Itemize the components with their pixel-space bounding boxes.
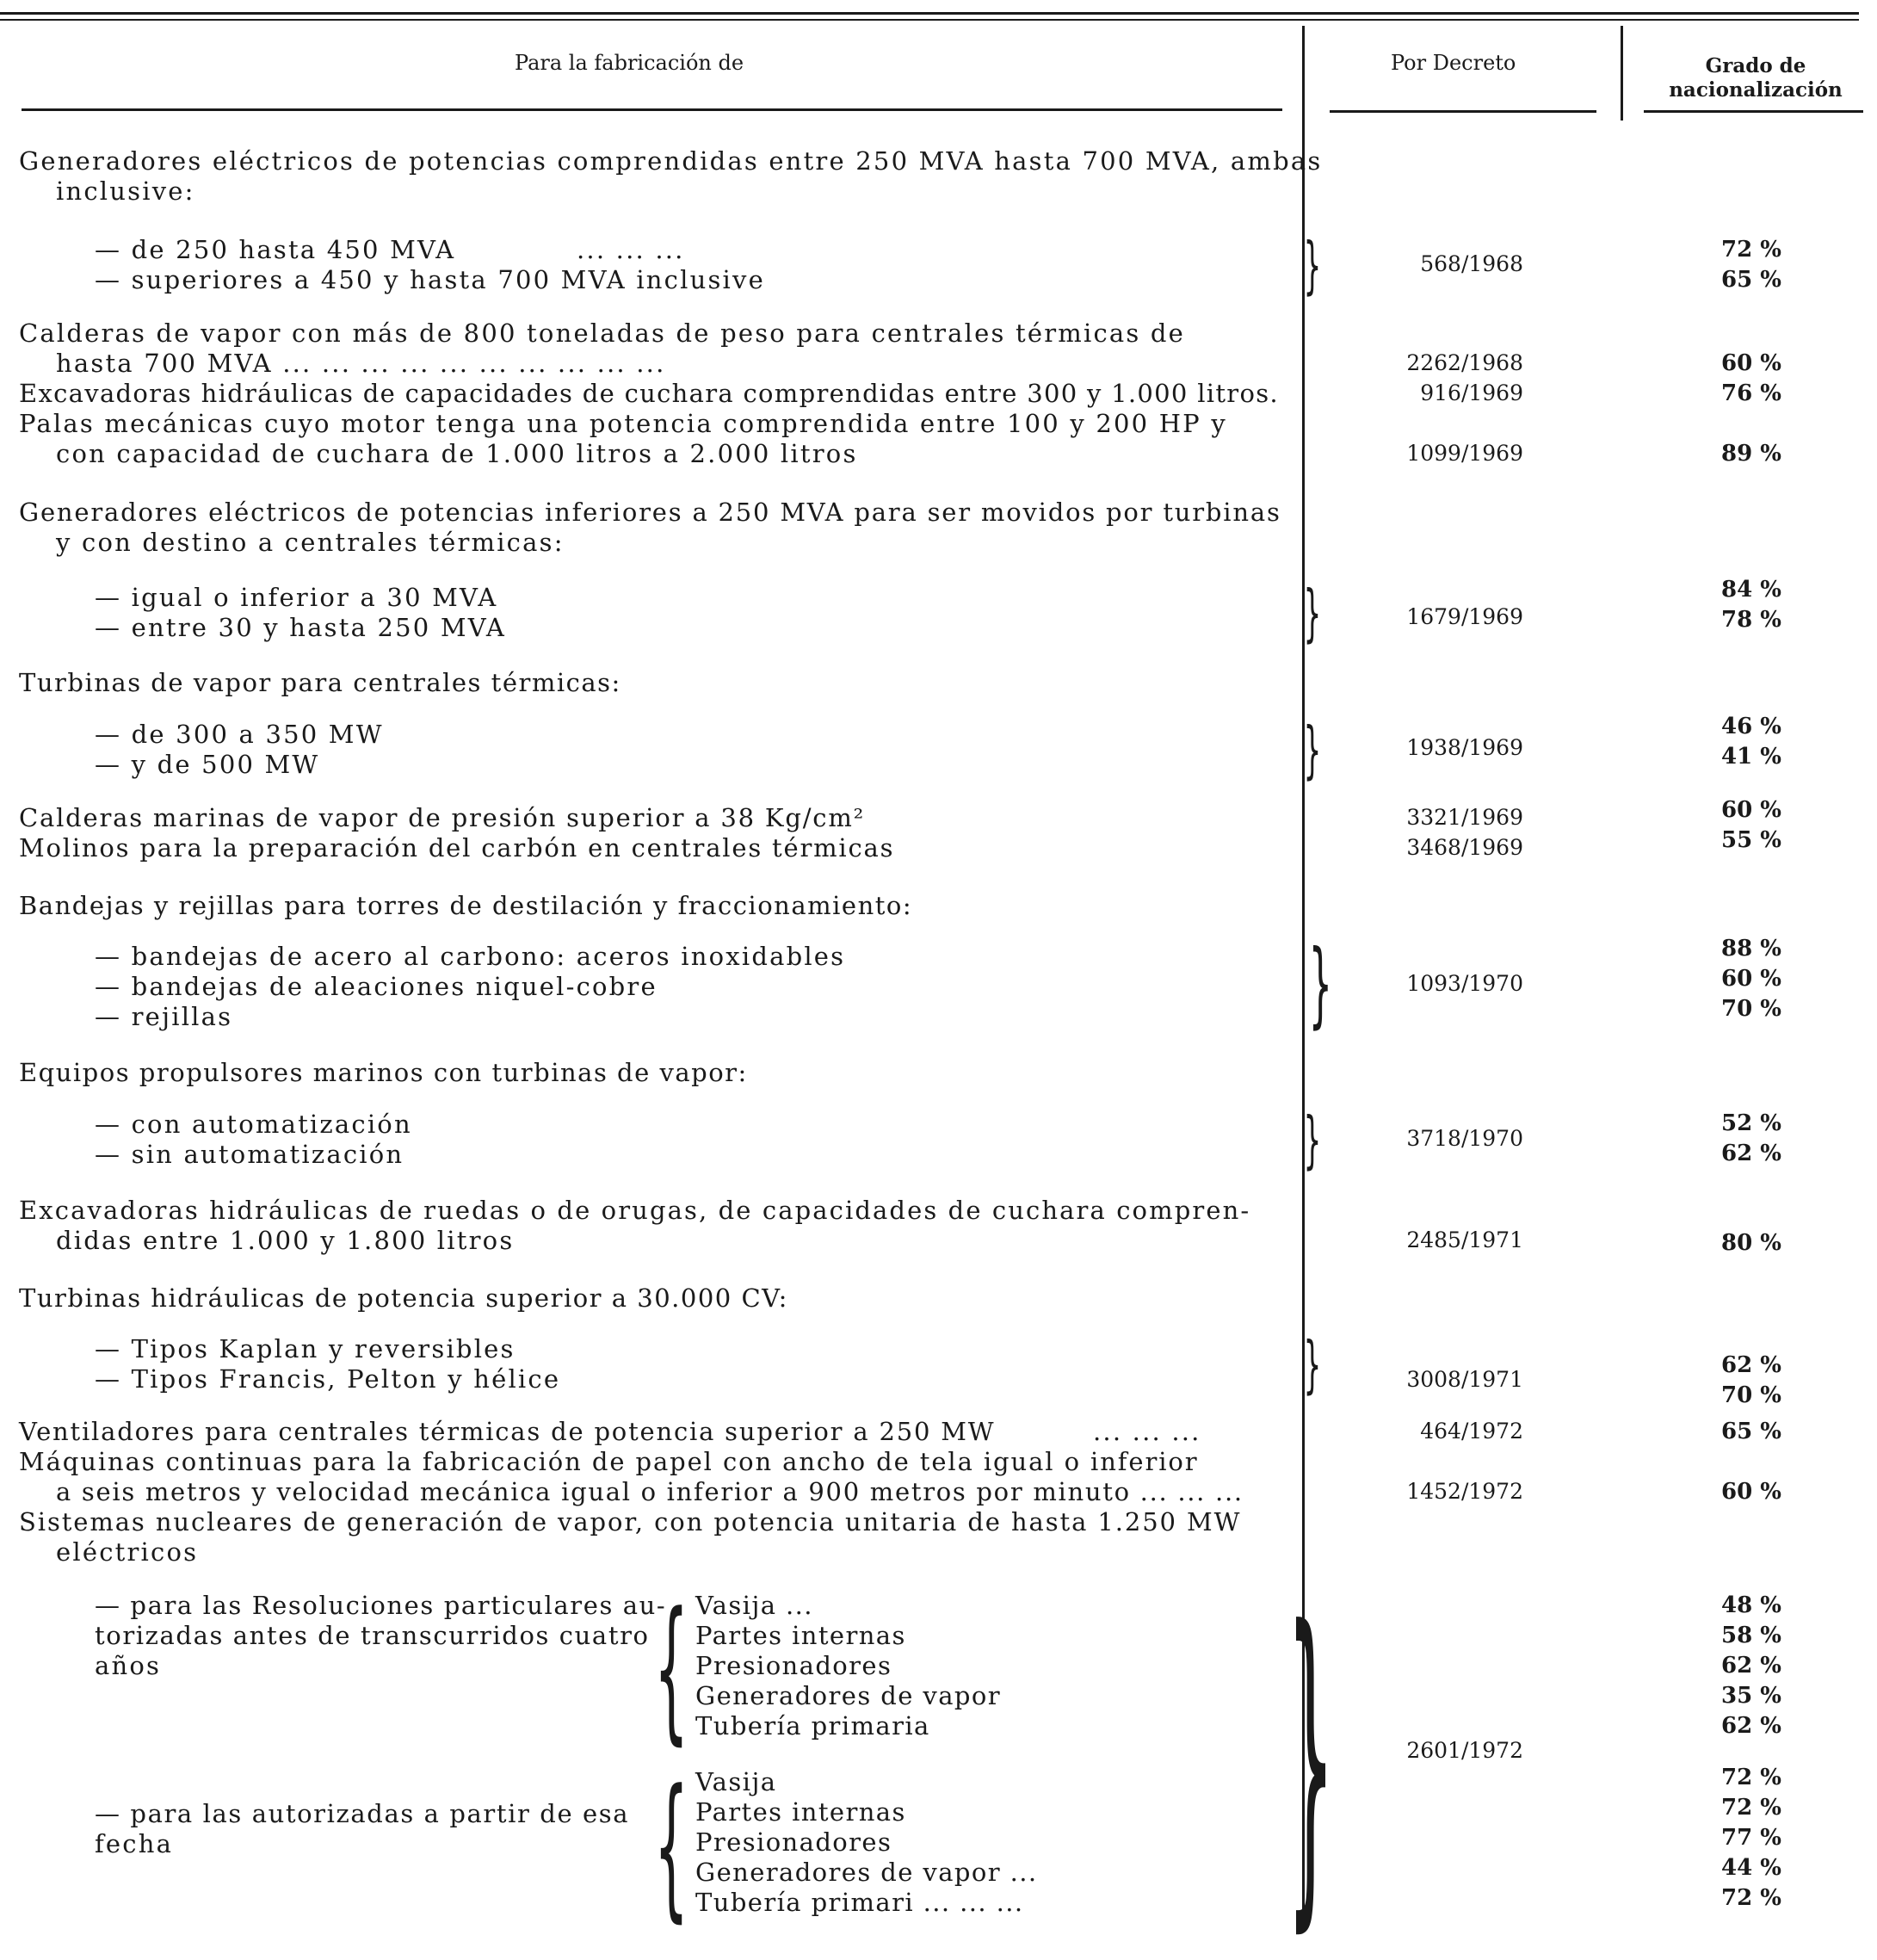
entry-line: didas entre 1.000 y 1.800 litros	[56, 1226, 515, 1255]
column-divider-2	[1621, 26, 1623, 121]
grade-value: 84 %	[1721, 577, 1781, 603]
grade-value: 72 %	[1721, 1765, 1781, 1790]
nuclear-group-1-line: — para las Resoluciones particulares au-	[95, 1591, 667, 1620]
entry-coal-mills: Molinos para la preparación del carbón en centrales térmicas	[19, 833, 895, 863]
header-col-product: Para la fabricación de	[515, 51, 744, 75]
brace-icon: }	[1303, 1328, 1322, 1400]
top-rule-thin	[0, 19, 1859, 21]
nuclear-group-1-line: años	[95, 1651, 162, 1680]
leader-dots: ... ... ...	[577, 235, 685, 264]
top-rule	[0, 12, 1859, 15]
grade-value: 62 %	[1721, 1713, 1781, 1739]
decree-number: 3008/1971	[1406, 1367, 1523, 1392]
entry-fans: Ventiladores para centrales térmicas de potencia superior a 250 MW	[19, 1417, 996, 1446]
grade-value: 60 %	[1721, 350, 1781, 376]
component: Generadores de vapor ...	[695, 1858, 1038, 1887]
grade-value: 65 %	[1721, 267, 1781, 293]
decree-number: 916/1969	[1420, 380, 1523, 405]
grade-value: 77 %	[1721, 1825, 1781, 1851]
sub-entry: — rejillas	[95, 1002, 233, 1031]
grade-value: 76 %	[1721, 380, 1781, 406]
component: Vasija	[695, 1767, 777, 1796]
decree-number: 1452/1972	[1406, 1479, 1523, 1504]
header-col-grade-line1: Grado de	[1705, 54, 1806, 77]
entry-steam-turbines: Turbinas de vapor para centrales térmicas:	[19, 668, 621, 697]
grade-value: 46 %	[1721, 714, 1781, 739]
grade-value: 58 %	[1721, 1623, 1781, 1648]
sub-entry: — superiores a 450 y hasta 700 MVA inclusive	[95, 265, 765, 294]
brace-icon: }	[1308, 931, 1333, 1038]
entry-line: y con destino a centrales térmicas:	[56, 528, 565, 557]
entry-hydraulic-turbines: Turbinas hidráulicas de potencia superior a 30.000 CV:	[19, 1283, 788, 1313]
nuclear-group-1-line: torizadas antes de transcurridos cuatro	[95, 1621, 650, 1650]
decree-number: 2262/1968	[1406, 350, 1523, 375]
sub-entry: — entre 30 y hasta 250 MVA	[95, 613, 507, 642]
entry-line: a seis metros y velocidad mecánica igual o inferior a 900 metros por minuto ... ... ...	[56, 1477, 1244, 1506]
sub-entry: — con automatización	[95, 1110, 412, 1139]
grade-value: 62 %	[1721, 1653, 1781, 1679]
grade-value: 78 %	[1721, 607, 1781, 633]
grade-value: 35 %	[1721, 1683, 1781, 1709]
sub-entry: — de 250 hasta 450 MVA	[95, 235, 456, 264]
grade-value: 60 %	[1721, 797, 1781, 823]
sub-entry: — sin automatización	[95, 1140, 404, 1169]
entry-distillation-trays: Bandejas y rejillas para torres de destilación y fraccionamiento:	[19, 891, 913, 920]
grade-value: 62 %	[1721, 1352, 1781, 1378]
sub-entry: — Tipos Francis, Pelton y hélice	[95, 1364, 561, 1394]
grade-value: 72 %	[1721, 1885, 1781, 1911]
component: Presionadores	[695, 1651, 892, 1680]
entry-mechanical-shovels: Palas mecánicas cuyo motor tenga una potencia comprendida entre 100 y 200 HP y	[19, 409, 1227, 438]
grade-value: 72 %	[1721, 1795, 1781, 1821]
header-rule-2	[1330, 110, 1596, 113]
grade-value: 52 %	[1721, 1110, 1781, 1136]
decree-number: 1099/1969	[1406, 441, 1523, 466]
entry-boilers-800t: Calderas de vapor con más de 800 toneladas de peso para centrales térmicas de	[19, 318, 1186, 348]
nuclear-group-2-line: fecha	[95, 1829, 174, 1858]
brace-left-icon: {	[654, 1580, 689, 1759]
component: Partes internas	[695, 1621, 906, 1650]
decree-number: 3321/1969	[1406, 805, 1523, 830]
decree-number: 3718/1970	[1406, 1126, 1523, 1151]
header-col-grade-line2: nacionalización	[1669, 78, 1843, 102]
brace-icon: }	[1303, 714, 1322, 786]
leader-dots: ... ... ...	[1093, 1417, 1201, 1446]
sub-entry: — igual o inferior a 30 MVA	[95, 583, 498, 612]
grade-value: 70 %	[1721, 996, 1781, 1022]
entry-line: inclusive:	[56, 176, 195, 206]
component: Vasija ...	[695, 1591, 813, 1620]
component: Tubería primaria	[695, 1711, 930, 1741]
entry-marine-boilers: Calderas marinas de vapor de presión superior a 38 Kg/cm²	[19, 803, 866, 832]
grade-value: 62 %	[1721, 1141, 1781, 1166]
entry-paper-machines: Máquinas continuas para la fabricación de papel con ancho de tela igual o inferior	[19, 1447, 1199, 1476]
decree-number: 568/1968	[1420, 251, 1523, 276]
decree-number: 2485/1971	[1406, 1227, 1523, 1252]
sub-entry: — Tipos Kaplan y reversibles	[95, 1334, 516, 1363]
entry-hydraulic-excavators: Excavadoras hidráulicas de capacidades de cuchara comprendidas entre 300 y 1.000 litros.	[19, 379, 1279, 408]
decree-number: 2601/1972	[1406, 1738, 1523, 1763]
component: Generadores de vapor	[695, 1681, 1001, 1710]
header-rule-1	[22, 108, 1282, 111]
decree-number: 1679/1969	[1406, 604, 1523, 629]
grade-value: 41 %	[1721, 744, 1781, 770]
header-rule-3	[1644, 110, 1863, 113]
grade-value: 88 %	[1721, 936, 1781, 961]
entry-generators-under-250: Generadores eléctricos de potencias inferiores a 250 MVA para ser movidos por turbinas	[19, 498, 1281, 527]
brace-icon: }	[1303, 229, 1322, 301]
component: Tubería primari ... ... ...	[695, 1888, 1024, 1917]
decree-number: 1093/1970	[1406, 971, 1523, 996]
grade-value: 55 %	[1721, 827, 1781, 853]
brace-icon: }	[1287, 1560, 1335, 1960]
entry-line: con capacidad de cuchara de 1.000 litros a 2.000 litros	[56, 439, 858, 468]
brace-icon: }	[1303, 577, 1322, 649]
brace-left-icon: {	[654, 1757, 689, 1937]
entry-generators-250-700: Generadores eléctricos de potencias comprendidas entre 250 MVA hasta 700 MVA, ambas	[19, 146, 1323, 176]
grade-value: 80 %	[1721, 1230, 1781, 1256]
grade-value: 70 %	[1721, 1382, 1781, 1408]
grade-value: 65 %	[1721, 1419, 1781, 1444]
sub-entry: — bandejas de aleaciones niquel-cobre	[95, 972, 658, 1001]
grade-value: 72 %	[1721, 237, 1781, 263]
nuclear-group-2-line: — para las autorizadas a partir de esa	[95, 1799, 630, 1828]
sub-entry: — de 300 a 350 MW	[95, 720, 384, 749]
grade-value: 48 %	[1721, 1592, 1781, 1618]
brace-icon: }	[1303, 1104, 1322, 1176]
sub-entry: — bandejas de acero al carbono: aceros inoxidables	[95, 942, 846, 971]
decree-number: 1938/1969	[1406, 735, 1523, 760]
decree-number: 464/1972	[1420, 1419, 1523, 1444]
grade-value: 60 %	[1721, 1479, 1781, 1505]
sub-entry: — y de 500 MW	[95, 750, 320, 779]
grade-value: 89 %	[1721, 441, 1781, 467]
entry-nuclear-systems: Sistemas nucleares de generación de vapor, con potencia unitaria de hasta 1.250 MW	[19, 1507, 1242, 1536]
component: Presionadores	[695, 1827, 892, 1857]
grade-value: 60 %	[1721, 966, 1781, 992]
decree-number: 3468/1969	[1406, 835, 1523, 860]
entry-wheel-excavators: Excavadoras hidráulicas de ruedas o de orugas, de capacidades de cuchara compren-	[19, 1196, 1251, 1225]
entry-line: eléctricos	[56, 1537, 199, 1567]
grade-value: 44 %	[1721, 1855, 1781, 1881]
entry-line: hasta 700 MVA ... ... ... ... ... ... ... ... ... ...	[56, 349, 666, 378]
header-col-decree: Por Decreto	[1391, 51, 1516, 75]
component: Partes internas	[695, 1797, 906, 1827]
entry-marine-propulsion: Equipos propulsores marinos con turbinas de vapor:	[19, 1058, 748, 1087]
